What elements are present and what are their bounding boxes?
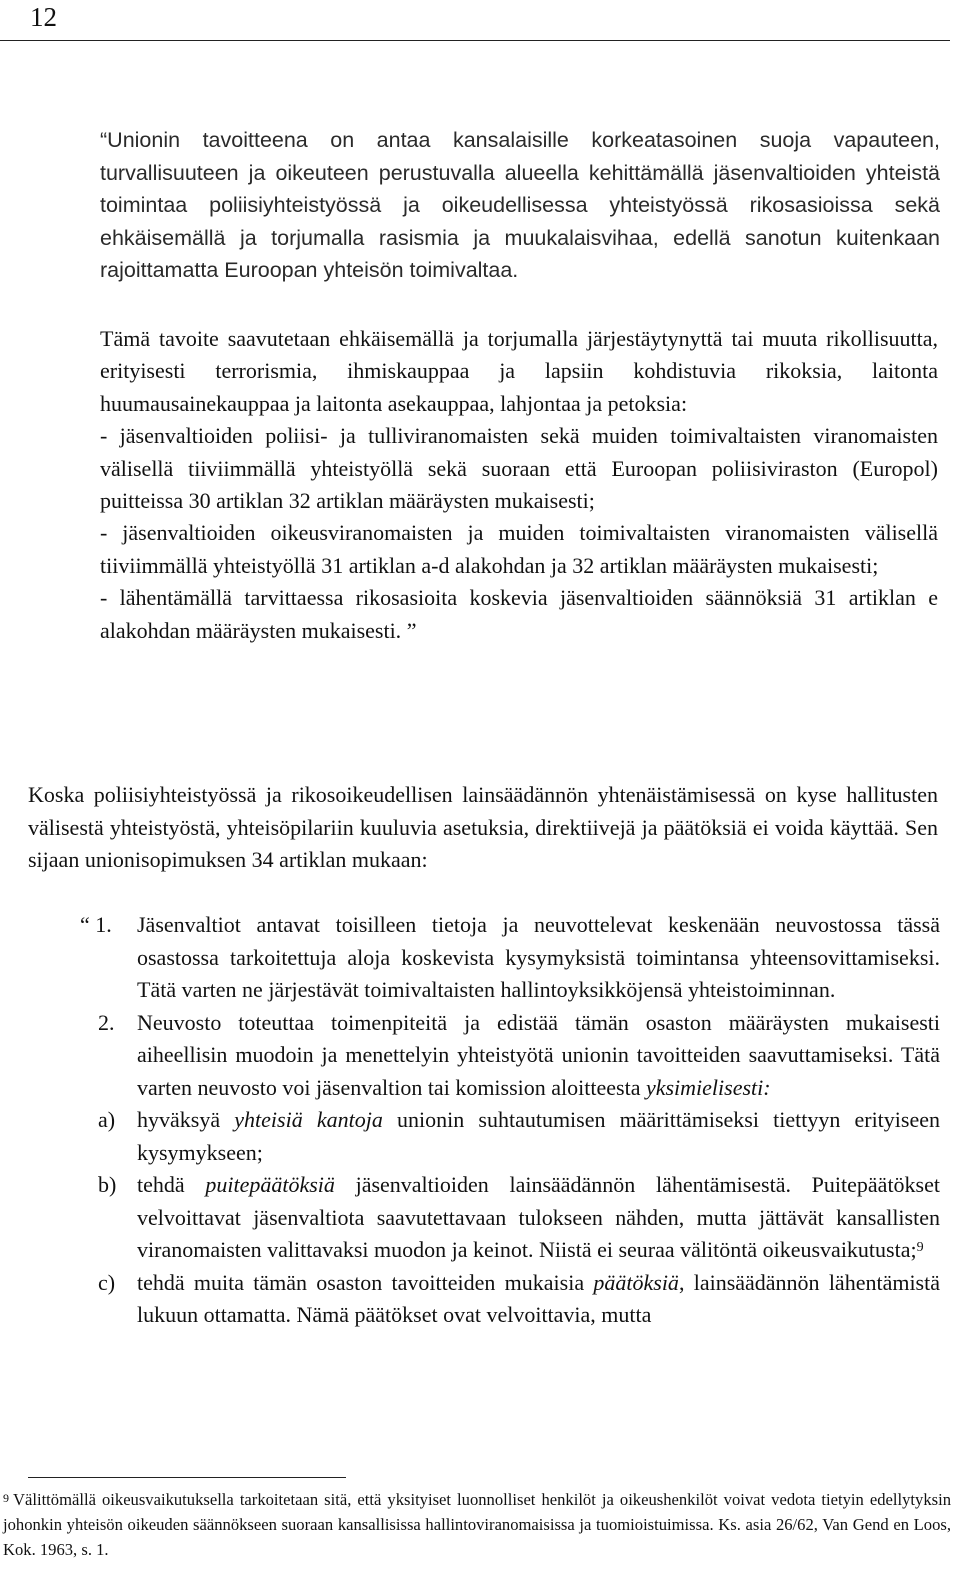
- article-subitem-c-text: tehdä muita tämän osaston tavoitteiden mukaisia päätöksiä, lainsäädännön lähentämistä lukuun ottamatta. Nämä päätökset ovat velvoittavia, mutta: [137, 1269, 940, 1327]
- article-item-2-text: Neuvosto toteuttaa toimenpiteitä ja edistää tämän osaston määräysten mukaisesti aiheellisin muodoin ja menettelyin yhteistyötä unionin tavoitteiden saavuttamiseksi. Tätä varten neuvosto voi jäsenvaltion tai komission aloitteesta yksimielisesti:: [137, 1009, 940, 1100]
- means-bullet-police: - jäsenvaltioiden poliisi- ja tulliviranomaisten sekä muiden toimivaltaisten viranomaisten välisellä tiiviimmällä yhteistyöllä sekä suoraan että Euroopan poliisiviraston (Europol) puitteissa 30 artiklan 32 artiklan määräysten mukaisesti;: [100, 423, 938, 514]
- opening-quote-mark: “: [100, 128, 108, 152]
- emphasis-framework-decisions: puitepäätöksiä: [205, 1172, 335, 1197]
- treaty-quote-objective: [100, 124, 940, 287]
- objective-text: Unionin tavoitteena on antaa kansalaisille korkeatasoinen suoja vapauteen, turvallisuuteen ja oikeuteen perustuvalla alueella kehittämällä jäsenvaltioiden yhteistä toimintaa poliisiyhteistyössä ja oikeudellisessa yhteistyössä rikosasioissa sekä ehkäisemällä ja torjumalla rasismia ja muukalaisvihaa, edellä sanotun kuitenkaan rajoittamatta Euroopan yhteisön toimivaltaa.: [100, 128, 940, 282]
- footnote-text: Välittömällä oikeusvaikutuksella tarkoitetaan sitä, että yksityiset luonnolliset henkilöt ja oikeushenkilöt voivat vedota tietyin edellytyksin johonkin yhteisön oikeuden säännökseen suoraan kansallisissa hallintoviranomaisissa ja tuomioistuimissa. Ks. asia 26/62, Van Gend en Loos, Kok. 1963, s. 1.: [3, 1490, 951, 1559]
- emphasis-decisions: päätöksiä: [593, 1269, 679, 1295]
- article-subitem-b: [80, 1169, 940, 1267]
- article-subitem-a-marker: a): [98, 1107, 116, 1132]
- means-intro: Tämä tavoite saavutetaan ehkäisemällä ja torjumalla järjestäytynyttä tai muuta rikollisuutta, erityisesti terrorismia, ihmiskauppaa ja lapsiin kohdistuvia rikoksia, laitonta huumausainekauppaa ja laitonta asekauppaa, lahjontaa ja petoksia:: [100, 326, 938, 416]
- footnote-separator: [28, 1477, 346, 1478]
- article-item-1: [80, 909, 940, 1007]
- footnote-reference[interactable]: 9: [916, 1240, 924, 1255]
- means-bullet-approximation: [100, 582, 938, 647]
- article-subitem-b-text: tehdä puitepäätöksiä jäsenvaltioiden lainsäädännön lähentämisestä. Puitepäätökset velvoittavat jäsenvaltiota saavutettavaan tulokseen nähden, mutta jättävät kansallisten viranomaisten valittavaksi muodon ja keinot. Niistä ei seuraa välitöntä oikeusvaikutusta;$^9$: [137, 1172, 940, 1262]
- article-opening-quote-mark: “: [80, 912, 90, 937]
- article-item-2: [80, 1007, 940, 1105]
- article-item-2-marker: 2.: [98, 1009, 115, 1035]
- article-item-1-text: Jäsenvaltiot antavat toisilleen tietoja ja neuvottelevat keskenään neuvostossa tässä osastossa tarkoitettuja aloja koskevista kysymyksistä toimintansa yhteensovittamiseksi. Tätä varten ne järjestävät toimivaltaisten hallintoyksikköjensä yhteistoiminnan.: [137, 912, 940, 1002]
- article-item-1-marker: “ 1.: [80, 912, 112, 937]
- closing-quote-mark: ”: [406, 617, 417, 643]
- article-subitem-b-marker: b): [98, 1172, 117, 1197]
- page-number: 12: [30, 2, 57, 32]
- footnote: [3, 1487, 951, 1562]
- body-paragraph: Koska poliisiyhteistyössä ja rikosoikeudellisen lainsäädännön yhtenäistämisessä on kyse hallitusten välisestä yhteistyöstä, yhteisöpilariin kuuluvia asetuksia, direktiivejä ja päätöksiä ei voida käyttää. Sen sijaan unionisopimuksen 34 artiklan mukaan:: [28, 782, 938, 872]
- treaty-quote-means: [100, 323, 938, 647]
- article-subitem-a: [80, 1104, 940, 1169]
- article-subitem-c-marker: c): [98, 1269, 116, 1295]
- emphasis-common-positions: yhteisiä kantoja: [234, 1107, 383, 1132]
- emphasis-unanimously: yksimielisesti:: [645, 1074, 771, 1100]
- header-rule: [0, 40, 950, 41]
- article-subitem-a-text: hyväksyä yhteisiä kantoja unionin suhtautumisen määrittämiseksi tiettyyn erityiseen kysymykseen;: [137, 1107, 940, 1165]
- means-bullet-judicial: - jäsenvaltioiden oikeusviranomaisten ja muiden toimivaltaisten viranomaisten välisellä tiiviimmällä yhteistyöllä 31 artiklan a-d alakohdan ja 32 artiklan määräysten mukaisesti;: [100, 520, 938, 578]
- footnote-number: 9: [3, 1491, 9, 1505]
- means-bullet-approximation-text: - lähentämällä tarvittaessa rikosasioita koskevia jäsenvaltioiden säännöksiä 31 artiklan e alakohdan määräysten mukaisesti.: [100, 585, 938, 643]
- article-34-quote: [80, 909, 940, 1332]
- article-subitem-c: [80, 1267, 940, 1332]
